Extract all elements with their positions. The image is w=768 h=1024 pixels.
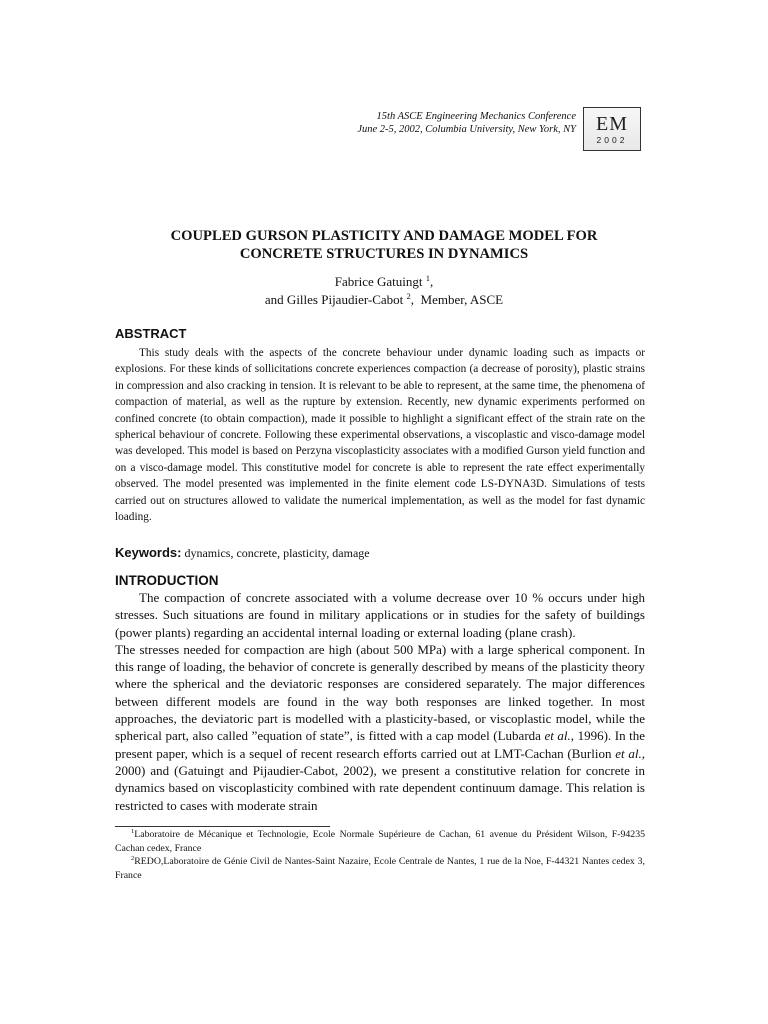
author-1-name: Fabrice Gatuingt bbox=[334, 274, 423, 289]
em-2002-logo bbox=[583, 107, 641, 151]
logo-text: EM bbox=[596, 113, 628, 135]
intro-p2-part-a: The stresses needed for compaction are high (about 500 MPa) with a large spherical component. In this range of loading, the behavior of concrete is generally described by means of the plasticity theory where the spherical and the deviatoric responses are considered separately. The major differences between different models are found in the way both responses are linked together. In most approaches, the deviatoric part is modelled with a plasticity-based, or viscoplastic model, while the spherical part, also called ”equation of state”, is fitted with a cap model (Lubarda bbox=[115, 641, 645, 744]
intro-p2-part-b: , 1996). In the present paper, which is a sequel of recent research efforts carried out at LMT-Cachan (Burlion bbox=[115, 728, 645, 761]
footnote-1-mark: 1 bbox=[131, 828, 135, 835]
abstract-body: This study deals with the aspects of the concrete behaviour under dynamic loading such as impacts or explosions. For these kinds of sollicitations concrete experiences compaction (a decrease of porosity), plastic strains in compression and also cracking in tension. It is relevant to be able to represent, at the same time, the phenomena of compaction of material, as well as the rupture by extension. Recently, new dynamic experiments performed on confined concrete (to obtain compaction), made it possible to highlight a significant effect of the strain rate on the spherical behaviour of concrete. Following these experimental observations, a viscoplastic and visco-damage model was developed. This model is based on Perzyna viscoplasticity associates with a modified Gurson yield function and on a visco-damage model. This constitutive model for concrete is able to represent the rate effect experimentally observed. The model presented was implemented in the finite element code LS-DYNA3D. Simulations of tests carried out on structures allowed to validate the numerical implementation, as well as the model for fast dynamic loading. bbox=[115, 347, 645, 524]
logo-year: 2002 bbox=[596, 135, 628, 145]
author-1 bbox=[0, 273, 768, 291]
footnote-divider bbox=[115, 826, 330, 827]
citation-et-al: et al. bbox=[615, 745, 642, 761]
author-list bbox=[0, 273, 768, 309]
author-2-name: and Gilles Pijaudier-Cabot bbox=[264, 292, 404, 307]
conference-name: 15th ASCE Engineering Mechanics Conference bbox=[376, 111, 576, 122]
footnote-2-mark: 2 bbox=[131, 855, 135, 862]
conference-date-location: June 2-5, 2002, Columbia University, New York, NY bbox=[357, 124, 576, 135]
author-2 bbox=[0, 291, 768, 309]
paper-title bbox=[0, 228, 768, 263]
citation-et-al: et al. bbox=[544, 728, 571, 744]
keywords-label: Keywords: bbox=[115, 545, 182, 560]
title-line-1: COUPLED GURSON PLASTICITY AND DAMAGE MODEL FOR bbox=[170, 228, 598, 244]
title-line-2: CONCRETE STRUCTURES IN DYNAMICS bbox=[239, 245, 529, 262]
footnote-2-text: REDO,Laboratoire de Génie Civil de Nantes-Saint Nazaire, Ecole Centrale de Nantes, 1 rue de la Noe, F-44321 Nantes cedex 3, France bbox=[115, 856, 645, 881]
footnote-2 bbox=[115, 855, 645, 882]
abstract-heading: ABSTRACT bbox=[115, 326, 187, 341]
footnote-1-text: Laboratoire de Mécanique et Technologie, Ecole Normale Supérieure de Cachan, 61 avenue du Président Wilson, F-94235 Cachan cedex, France bbox=[115, 829, 645, 854]
author-2-affiliation: , Member, ASCE bbox=[410, 292, 504, 307]
author-1-footnote-mark: 1 bbox=[425, 273, 430, 283]
keywords-line bbox=[115, 545, 370, 561]
conference-header bbox=[357, 110, 576, 136]
footnotes bbox=[115, 828, 645, 882]
intro-p2-part-c: , 2000) and (Gatuingt and Pijaudier-Cabot, 2002), we present a constitutive relation for concrete in dynamics based on viscoplasticity combined with rate dependent continuum damage. This relation is restricted to cases with moderate strain bbox=[115, 745, 645, 813]
footnote-1 bbox=[115, 828, 645, 855]
keywords-text: dynamics, concrete, plasticity, damage bbox=[181, 546, 370, 560]
author-2-footnote-mark: 2 bbox=[406, 291, 411, 301]
introduction-body bbox=[115, 589, 645, 814]
intro-paragraph-2 bbox=[115, 641, 645, 814]
introduction-heading: INTRODUCTION bbox=[115, 573, 219, 588]
intro-paragraph-1: The compaction of concrete associated with a volume decrease over 10 % occurs under high stresses. Such situations are found in military applications or in studies for the safety of buildings (power plants) regarding an accidental internal loading or external loading (plane crash). bbox=[115, 590, 645, 640]
author-1-suffix: , bbox=[429, 274, 434, 289]
